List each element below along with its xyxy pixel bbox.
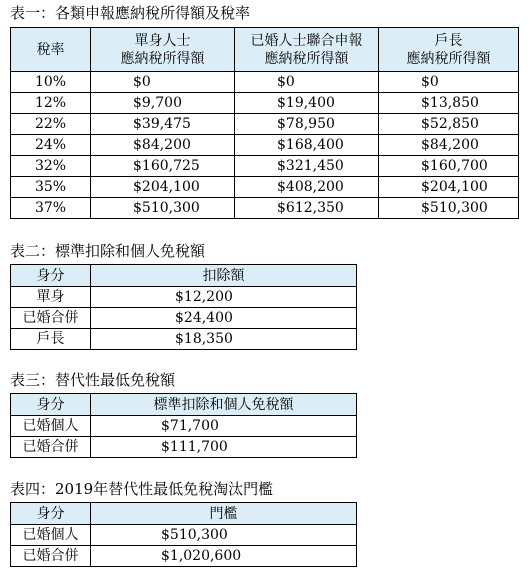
tax-rate-table [10,27,519,219]
table-row [11,114,519,135]
amount-cell: $510,300 [91,198,235,219]
rate-cell: 35% [11,177,91,198]
table-row [11,177,519,198]
header-single [91,28,235,72]
table-row [11,198,519,219]
amount-cell: $19,400 [235,93,379,114]
amount-cell: $84,200 [379,135,519,156]
header-exemption: 標準扣除和個人免稅額 [91,394,357,416]
amount-cell: $0 [91,72,235,93]
header-head-of-household [379,28,519,72]
header-single-text: 單身人士 應納稅所得額 [120,32,205,67]
header-deduction: 扣除額 [91,265,357,287]
table1-caption: 表一：各類申報應納稅所得額及稅率 [10,4,251,22]
table-header-row [11,394,357,416]
amount-cell: $52,850 [379,114,519,135]
header-married-joint-text: 已婚人士聯合申報 應納稅所得額 [250,32,363,67]
table-header-row [11,265,357,287]
amount-cell: $612,350 [235,198,379,219]
status-cell: 已婚合併 [11,546,91,567]
amount-cell: $204,100 [379,177,519,198]
status-cell: 單身 [11,287,91,308]
header-tax-rate: 稅率 [11,28,91,72]
table-row [11,287,357,308]
table-row [11,93,519,114]
amount-cell: $84,200 [91,135,235,156]
table-row [11,308,357,329]
amount-cell: $24,400 [91,308,357,329]
amount-cell: $321,450 [235,156,379,177]
status-cell: 已婚合併 [11,437,91,458]
amount-cell: $71,700 [91,416,357,437]
table-row [11,437,357,458]
rate-cell: 22% [11,114,91,135]
amt-exemption-table [10,393,357,458]
table-row [11,156,519,177]
amount-cell: $1,020,600 [91,546,357,567]
rate-cell: 37% [11,198,91,219]
rate-cell: 10% [11,72,91,93]
amount-cell: $160,700 [379,156,519,177]
status-cell: 已婚合併 [11,308,91,329]
amount-cell: $204,100 [91,177,235,198]
amt-phaseout-table [10,502,357,567]
amount-cell: $9,700 [91,93,235,114]
table-row [11,525,357,546]
table4-caption: 表四：2019年替代性最低免稅淘汰門檻 [10,480,274,498]
amount-cell: $168,400 [235,135,379,156]
table-row [11,546,357,567]
amount-cell: $111,700 [91,437,357,458]
table-header-row [11,28,519,72]
status-cell: 已婚個人 [11,416,91,437]
amount-cell: $18,350 [91,329,357,350]
rate-cell: 24% [11,135,91,156]
rate-cell: 32% [11,156,91,177]
amount-cell: $12,200 [91,287,357,308]
header-status: 身分 [11,503,91,525]
status-cell: 戶長 [11,329,91,350]
rate-cell: 12% [11,93,91,114]
status-cell: 已婚個人 [11,525,91,546]
amount-cell: $408,200 [235,177,379,198]
header-status: 身分 [11,394,91,416]
header-married-joint [235,28,379,72]
table-row [11,416,357,437]
table2-caption: 表二：標準扣除和個人免稅額 [10,242,206,260]
table-row [11,135,519,156]
amount-cell: $0 [235,72,379,93]
table-row [11,72,519,93]
amount-cell: $39,475 [91,114,235,135]
amount-cell: $160,725 [91,156,235,177]
amount-cell: $510,300 [91,525,357,546]
header-status: 身分 [11,265,91,287]
table3-caption: 表三：替代性最低免稅額 [10,371,176,389]
table-row [11,329,357,350]
header-head-of-household-text: 戶長 應納稅所得額 [406,32,491,67]
header-threshold: 門檻 [91,503,357,525]
table-header-row [11,503,357,525]
amount-cell: $0 [379,72,519,93]
standard-deduction-table [10,264,357,350]
amount-cell: $78,950 [235,114,379,135]
amount-cell: $13,850 [379,93,519,114]
amount-cell: $510,300 [379,198,519,219]
